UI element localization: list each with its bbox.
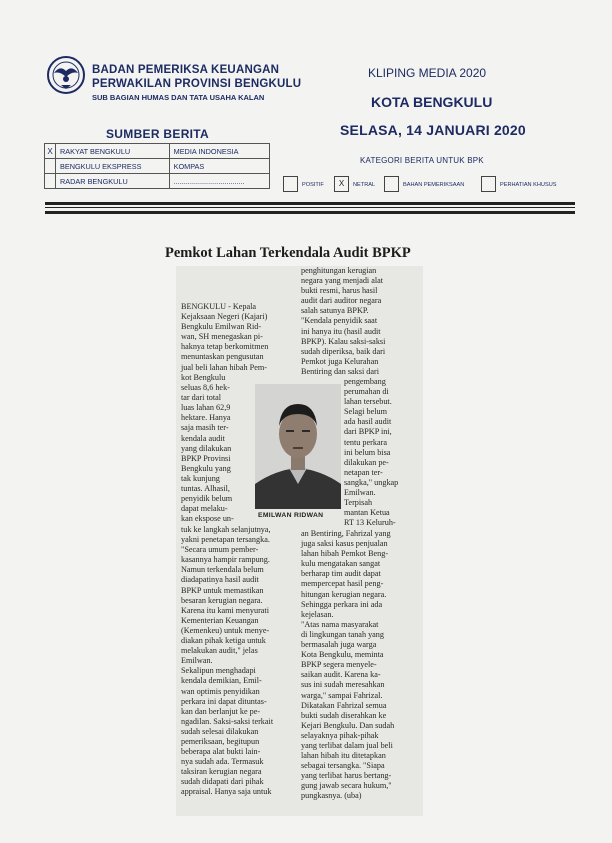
article-line: perumahan di xyxy=(344,387,389,397)
category-label: NETRAL xyxy=(353,182,376,188)
category-title: KATEGORI BERITA UNTUK BPK xyxy=(360,156,484,165)
divider xyxy=(45,211,575,214)
article-line: "Secara umum pember- xyxy=(181,545,259,555)
article-line: tentu perkara xyxy=(344,437,387,447)
article-line: ngadilan. Saksi-saksi terkait xyxy=(181,716,274,726)
source-cell: BENGKULU EKSPRESS xyxy=(56,159,170,174)
article-line: sangka," ungkap xyxy=(344,477,399,487)
article-line: hitungan kerugian negara. xyxy=(301,589,387,599)
article-line: di lingkungan tanah yang xyxy=(301,629,384,639)
article-line: pengembang xyxy=(344,377,386,386)
article-line: Kejari Bengkulu. Dan sudah xyxy=(301,720,395,730)
article-line: lahan tersebut. xyxy=(344,397,392,407)
article-line: kan ekspose un- xyxy=(181,514,234,524)
article-line: tar dari total xyxy=(181,393,222,403)
article-column-left-bottom xyxy=(181,525,296,798)
article-line: kan dan berlanjut ke pe- xyxy=(181,706,261,716)
article-line: nya sudah ada. Termasuk xyxy=(181,757,264,767)
sources-table xyxy=(44,143,270,189)
article-line: selayaknya pihak-pihak xyxy=(301,730,379,740)
article-line: Bengkulu yang xyxy=(181,463,231,473)
article-line: wan, SH menegaskan pi- xyxy=(181,332,263,342)
kliping-title: KLIPING MEDIA 2020 xyxy=(368,66,487,80)
table-row xyxy=(45,174,270,189)
article-line: juga saksi kasus penjualan xyxy=(301,539,388,549)
article-line: sebagai tersangka. "Siapa xyxy=(301,761,385,771)
article-column-right-top xyxy=(301,266,421,377)
category-label: POSITIF xyxy=(302,182,324,188)
article-line: Bengkulu Emilwan Rid- xyxy=(181,322,262,332)
article-line: yakni penetapan tersangka. xyxy=(181,535,270,545)
article-line: "Atas nama masyarakat xyxy=(301,619,379,629)
article-column-left-top xyxy=(181,302,296,373)
article-line: luas lahan 62,9 xyxy=(181,403,231,413)
org-branch: PERWAKILAN PROVINSI BENGKULU xyxy=(92,78,302,90)
clipping-date: SELASA, 14 JANUARI 2020 xyxy=(340,122,526,138)
article-line: Kejaksaan Negeri (Kajari) xyxy=(181,312,268,322)
article-line: sudah diperiksa, baik dari xyxy=(301,346,386,356)
article-line: beberapa alat bukti lain- xyxy=(181,747,261,757)
article-line: mempercepat hasil peng- xyxy=(301,579,384,589)
article-line: penyidik belum xyxy=(181,494,233,504)
article-line: Emilwan. xyxy=(181,656,213,666)
article-line: saikan audit. Karena ka- xyxy=(301,670,381,680)
category-checkbox-positif xyxy=(283,176,298,192)
article-line: ini belum bisa xyxy=(344,447,391,457)
article-line: sudah selesai dilakukan xyxy=(181,726,259,736)
divider xyxy=(45,207,575,208)
org-subdivision: SUB BAGIAN HUMAS DAN TATA USAHA KALAN xyxy=(92,93,265,102)
article-line: BENGKULU - Kepala xyxy=(181,302,257,311)
city-title: KOTA BENGKULU xyxy=(371,94,493,110)
table-row xyxy=(45,159,270,174)
article-line: Kota Bengkulu, meminta xyxy=(301,650,384,660)
article-line: lahan hibah itu ditetapkan xyxy=(301,751,386,761)
category-checkbox-khusus xyxy=(481,176,496,192)
article-line: kulu mengatakan sangat xyxy=(301,559,381,569)
article-line: bukti sudah diserahkan ke xyxy=(301,710,387,720)
article-line: negara yang menjadi alat xyxy=(301,276,384,286)
article-line: (Kemenkeu) untuk menye- xyxy=(181,625,270,635)
article-line: BPKP Provinsi xyxy=(181,453,231,463)
source-cell: MEDIA INDONESIA xyxy=(169,144,269,159)
article-line: penghitungan kerugian xyxy=(301,266,377,275)
article-line: Selagi belum xyxy=(344,407,387,417)
article-line: sudah didapati dari pihak xyxy=(181,777,264,787)
article-line: mantan Ketua xyxy=(344,508,390,518)
article-line: haknya tetap berkomitmen xyxy=(181,342,269,352)
article-line: BPKP segera menyele- xyxy=(301,660,377,670)
article-line: tuntas. Alhasil, xyxy=(181,484,230,494)
article-line: seluas 8,6 hek- xyxy=(181,383,230,393)
article-line: hektare. Hanya xyxy=(181,413,231,423)
article-line: Pemkot juga Kelurahan xyxy=(301,356,379,366)
article-line: perkara ini dapat dituntas- xyxy=(181,696,267,706)
photo-caption: EMILWAN RIDWAN xyxy=(258,512,324,519)
article-line: lahan hibah Pemkot Beng- xyxy=(301,549,389,559)
article-line: "Kendala penyidik saat xyxy=(301,316,378,326)
article-line: tuk ke langkah selanjutnya, xyxy=(181,525,271,534)
article-line: Kementerian Keuangan xyxy=(181,615,259,625)
article-line: kasannya hampir rampung. xyxy=(181,555,270,565)
article-line: bermasalah juga warga xyxy=(301,640,377,650)
article-line: BPKP). Kalau saksi-saksi xyxy=(301,336,386,346)
article-line: jual beli lahan hibah Pem- xyxy=(181,362,267,372)
source-cell: ................................... xyxy=(169,174,269,189)
source-cell: RAKYAT BENGKULU xyxy=(56,144,170,159)
article-line: kendala audit xyxy=(181,433,225,443)
article-line: dari BPKP ini, xyxy=(344,427,392,437)
article-column-left-narrow xyxy=(181,373,255,524)
article-line: dilakukan pe- xyxy=(344,457,389,467)
article-line: pemeriksaan, begitupun xyxy=(181,736,260,746)
article-line: kejelasan. xyxy=(301,609,334,619)
article-line: tak kunjung xyxy=(181,473,220,483)
category-checkbox-pemeriksaan xyxy=(384,176,399,192)
article-line: Sekalipun menghadapi xyxy=(181,666,256,676)
article-column-right-bottom xyxy=(301,529,421,802)
source-cell: RADAR BENGKULU xyxy=(56,174,170,189)
article-headline: Pemkot Lahan Terkendala Audit BPKP xyxy=(165,245,411,261)
source-mark: X xyxy=(45,144,56,159)
article-line: gung jawab secara hukum," xyxy=(301,781,392,791)
article-line: kendala demikian, Emil- xyxy=(181,676,262,686)
source-mark xyxy=(45,174,56,189)
sources-title: SUMBER BERITA xyxy=(106,127,210,141)
article-line: audit dari auditor negara xyxy=(301,296,382,306)
table-row xyxy=(45,144,270,159)
article-line: ini hanya itu (hasil audit xyxy=(301,326,381,336)
article-line: salah satunya BPKP. xyxy=(301,306,369,316)
article-line: melakukan audit," jelas xyxy=(181,646,258,656)
source-mark xyxy=(45,159,56,174)
source-cell: KOMPAS xyxy=(169,159,269,174)
category-checkbox-netral: X xyxy=(334,176,349,192)
article-line: appraisal. Hanya saja untuk xyxy=(181,787,272,797)
article-line: sus ini sudah meresahkan xyxy=(301,680,385,690)
article-line: an Bentiring, Fahrizal yang xyxy=(301,529,391,538)
category-label: PERHATIAN KHUSUS xyxy=(500,182,557,188)
article-line: menuntaskan pengusutan xyxy=(181,352,264,362)
article-line: dapat melaku- xyxy=(181,504,228,514)
article-line: Dikatakan Fahrizal semua xyxy=(301,700,387,710)
article-line: yang dilakukan xyxy=(181,443,232,453)
article-line: besaran kerugian negara. xyxy=(181,595,263,605)
article-line: berharap tim audit dapat xyxy=(301,569,381,579)
org-name: BADAN PEMERIKSA KEUANGAN xyxy=(92,64,280,76)
article-line: Karena itu kami menyurati xyxy=(181,605,269,615)
article-line: Emilwan. xyxy=(344,488,376,498)
article-line: yang terlibat dalam jual beli xyxy=(301,740,393,750)
article-line: kot Bengkulu xyxy=(181,373,226,382)
article-line: RT 13 Keluruh- xyxy=(344,518,396,528)
article-line: yang terlibat harus bertang- xyxy=(301,771,392,781)
portrait-photo xyxy=(255,384,341,509)
article-line: warga," sampai Fahrizal. xyxy=(301,690,383,700)
article-line: Terpisah xyxy=(344,498,373,508)
article-line: ada hasil audit xyxy=(344,417,392,427)
article-line: bukti resmi, harus hasil xyxy=(301,286,378,296)
article-line: pungkasnya. (uba) xyxy=(301,791,362,801)
article-line: taksiran kerugian negara xyxy=(181,767,262,777)
category-label: BAHAN PEMERIKSAAN xyxy=(403,182,465,188)
article-column-right-narrow xyxy=(344,377,421,528)
article-line: Sehingga perkara ini ada xyxy=(301,599,383,609)
article-line: netapan ter- xyxy=(344,467,383,477)
article-line: Bentiring dan saksi dari xyxy=(301,366,379,376)
article-line: wan optimis penyidikan xyxy=(181,686,260,696)
garuda-emblem-icon xyxy=(45,55,87,95)
divider xyxy=(45,202,575,205)
article-line: BPKP untuk memastikan xyxy=(181,585,264,595)
article-line: saja masih ter- xyxy=(181,423,229,433)
article-line: diadapatinya hasil audit xyxy=(181,575,259,585)
article-line: diakan pihak ketiga untuk xyxy=(181,636,266,646)
article-line: Namun terkendala belum xyxy=(181,565,264,575)
